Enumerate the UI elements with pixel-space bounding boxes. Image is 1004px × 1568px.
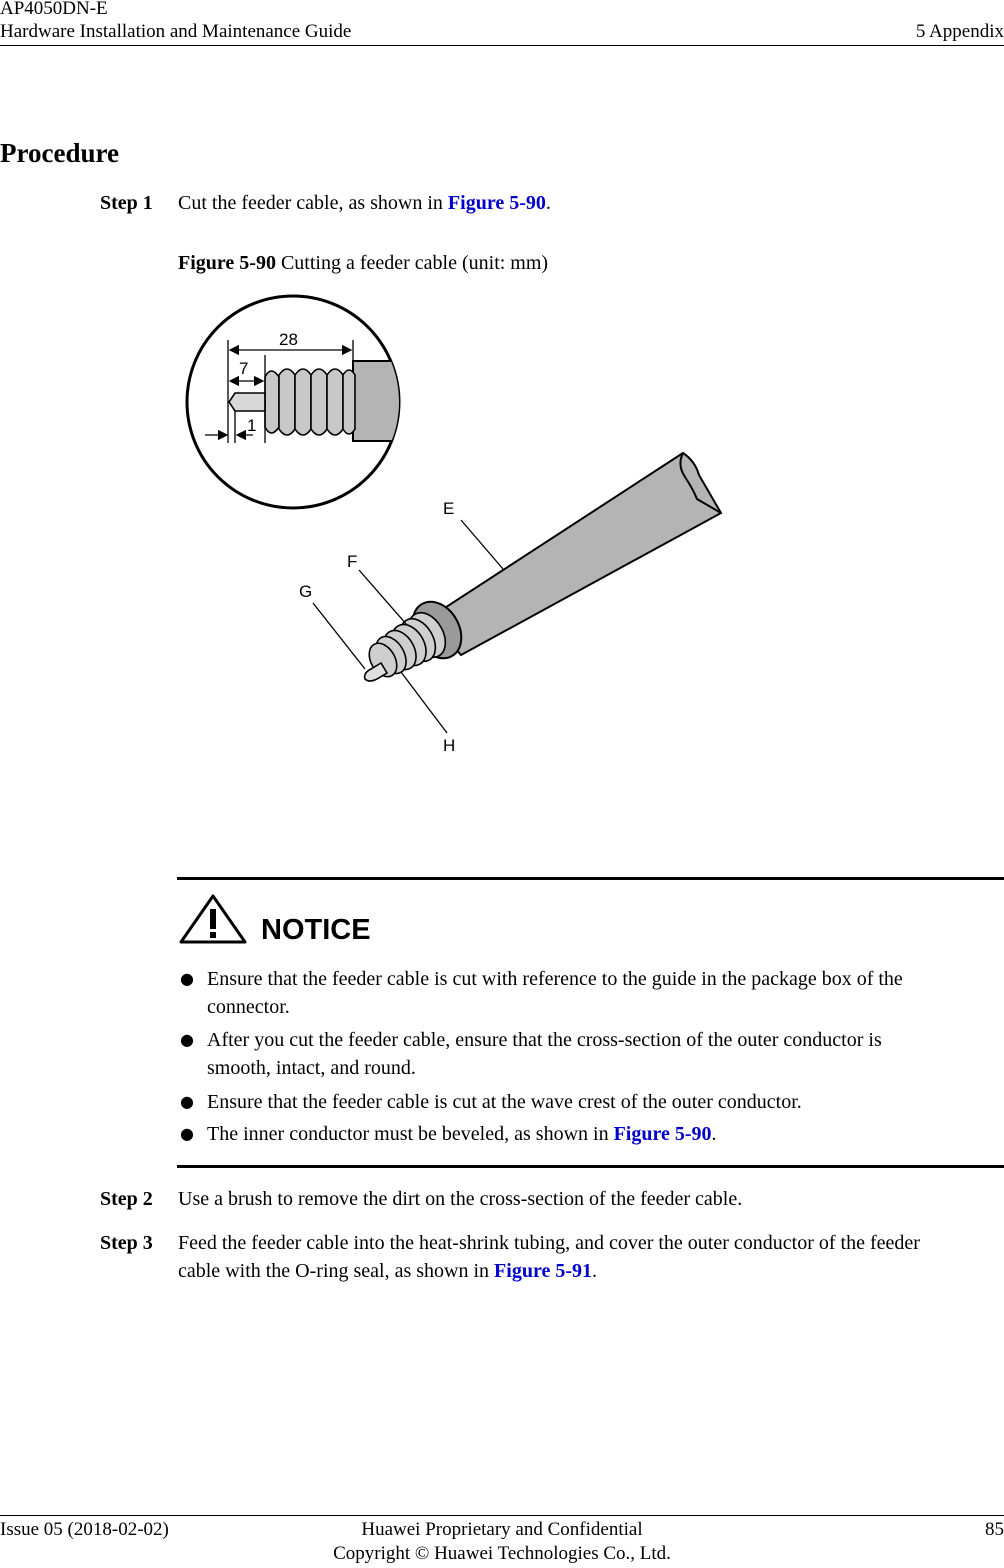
step-1-text-body: Cut the feeder cable, as shown in	[178, 192, 448, 214]
footer-issue: Issue 05 (2018-02-02)	[0, 1519, 169, 1540]
bullet-text-line: Ensure that the feeder cable is cut at the wave crest of the outer conductor.	[207, 1091, 802, 1113]
label-E: E	[443, 499, 455, 518]
notice-top-rule	[177, 877, 1004, 880]
step-2-text: Use a brush to remove the dirt on the cross-section of the feeder cable.	[178, 1188, 743, 1210]
footer-confidential: Huawei Proprietary and Confidential	[361, 1519, 643, 1540]
figure-number: Figure 5-90	[178, 252, 276, 274]
bullet-icon: ●	[180, 1030, 194, 1049]
figure-caption	[178, 249, 548, 277]
warning-triangle-icon	[178, 893, 248, 945]
bullet-icon: ●	[180, 969, 194, 988]
step-3-text-end: .	[592, 1260, 597, 1282]
step-1-text	[178, 189, 551, 217]
bullet-text-end: .	[711, 1123, 717, 1145]
bullet-icon: ●	[180, 1092, 194, 1111]
bullet-text-line: connector.	[207, 996, 290, 1018]
step-3-text-line: cable with the O-ring seal, as shown in	[178, 1260, 495, 1282]
feeder-cable-drawing	[313, 453, 721, 733]
step-3-text	[178, 1229, 1004, 1285]
notice-title: NOTICE	[261, 914, 371, 946]
bullet-text-line: After you cut the feeder cable, ensure that the cross-section of the outer conductor is	[207, 1029, 882, 1051]
bullet-text-line: The inner conductor must be beveled, as shown in	[207, 1123, 614, 1145]
bullet-text-line: Ensure that the feeder cable is cut with reference to the guide in the package box of the	[207, 968, 903, 990]
step-1-text-end: .	[545, 192, 551, 214]
step-3-text-line: Feed the feeder cable into the heat-shrink tubing, and cover the outer conductor of the feeder	[178, 1232, 920, 1254]
label-G: G	[299, 582, 313, 601]
header-rule	[0, 45, 1004, 46]
figure-caption-text: Cutting a feeder cable (unit: mm)	[275, 252, 549, 274]
figure-5-90-link[interactable]: Figure 5-90	[447, 192, 546, 214]
label-F: F	[347, 552, 358, 571]
figure-5-90-link[interactable]: Figure 5-90	[613, 1123, 712, 1145]
label-H: H	[443, 736, 456, 755]
cut-detail-inset	[187, 296, 413, 508]
dimension-7: 7	[239, 359, 249, 378]
notice-bottom-rule	[177, 1165, 1004, 1168]
footer-page-number: 85	[985, 1519, 1004, 1540]
bullet-icon: ●	[180, 1124, 194, 1143]
header-chapter: 5 Appendix	[915, 21, 1004, 42]
step-3-label: Step 3	[100, 1232, 153, 1254]
dimension-28: 28	[279, 330, 298, 349]
step-2-label: Step 2	[100, 1188, 153, 1210]
header-guide-title: Hardware Installation and Maintenance Guide	[0, 21, 352, 42]
footer-copyright: Copyright © Huawei Technologies Co., Ltd.	[333, 1543, 671, 1564]
bullet-text-line: smooth, intact, and round.	[207, 1057, 416, 1079]
header-product: AP4050DN-E	[0, 0, 108, 19]
feeder-cable-figure	[175, 285, 735, 765]
figure-5-91-link[interactable]: Figure 5-91	[494, 1260, 592, 1282]
dimension-1: 1	[247, 416, 257, 435]
step-1-label: Step 1	[100, 192, 153, 214]
section-title: Procedure	[0, 138, 119, 168]
